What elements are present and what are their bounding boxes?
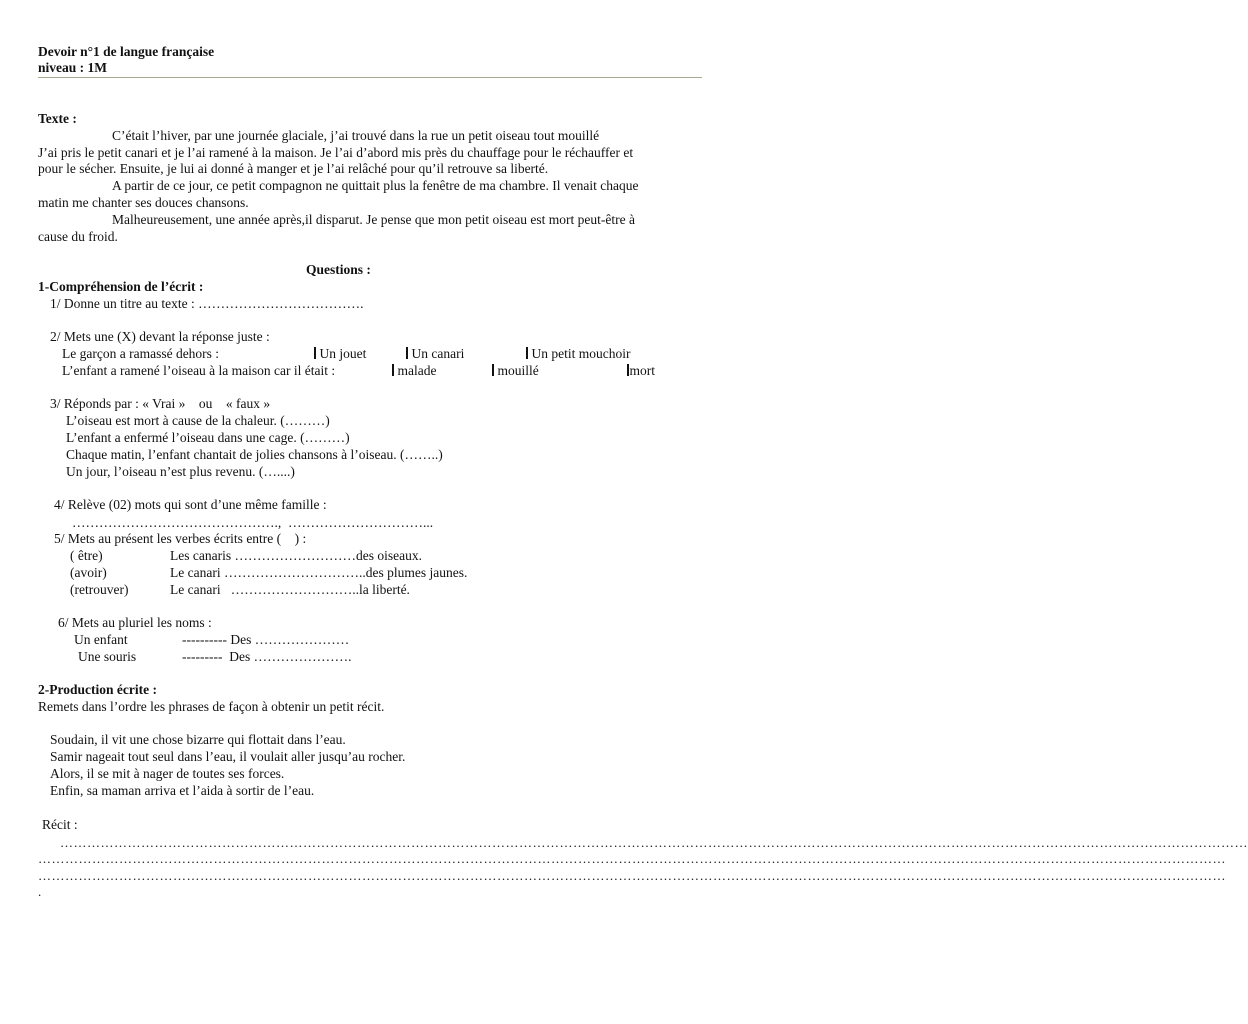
option-label: malade xyxy=(397,363,437,378)
text-line: matin me chanter ses douces chansons. xyxy=(38,195,249,210)
scrambled-sentence: Soudain, il vit une chose bizarre qui flottait dans l’eau. xyxy=(50,732,346,747)
conjugation-sentence: Le canari ………………………..la liberté. xyxy=(170,582,410,597)
scrambled-sentence: Enfin, sa maman arriva et l’aida à sortir de l’eau. xyxy=(50,783,315,798)
verb-infinitive: (avoir) xyxy=(70,565,107,580)
verb-infinitive: ( être) xyxy=(70,548,103,563)
level-label: niveau : 1M xyxy=(38,60,107,75)
answer-dotted-line: ………………………………………………………………………………………………………………………………………………………………………………………………………………………………………… xyxy=(38,851,1226,866)
question-2-prompt: 2/ Mets une (X) devant la réponse juste : xyxy=(50,329,270,344)
answer-dotted-line: ………………………………………………………………………………………………………………………………………………………………………………………………………………………………………… xyxy=(60,835,1248,850)
scrambled-sentence: Samir nageait tout seul dans l’eau, il voulait aller jusqu’au rocher. xyxy=(50,749,406,764)
singular-noun: Une souris xyxy=(78,649,137,664)
text-line: pour le sécher. Ensuite, je lui ai donné à manger et je l’ai relâché pour qu’il retrouve sa liberté. xyxy=(38,161,549,176)
true-false-item: Chaque matin, l’enfant chantait de jolies chansons à l’oiseau. (……..) xyxy=(66,447,443,462)
true-false-item: L’oiseau est mort à cause de la chaleur. (………) xyxy=(66,413,330,428)
question-2-row2-label: L’enfant a ramené l’oiseau à la maison car il était : xyxy=(62,363,336,378)
section-comprehension-heading: 1-Compréhension de l’écrit : xyxy=(38,279,204,294)
section-production-heading: 2-Production écrite : xyxy=(38,682,157,697)
option-label: mort xyxy=(629,363,655,378)
text-heading: Texte : xyxy=(38,111,77,126)
question-2-row1-label: Le garçon a ramassé dehors : xyxy=(62,346,220,361)
checkbox-bar-icon xyxy=(526,347,528,359)
option-label: mouillé xyxy=(497,363,539,378)
header-divider xyxy=(38,77,702,78)
checkbox-bar-icon xyxy=(627,364,629,376)
plural-answer: ---------- Des ………………… xyxy=(182,632,350,647)
text-line: Malheureusement, une année après,il disparut. Je pense que mon petit oiseau est mort peut-être à xyxy=(112,212,635,227)
answer-dotted-line-end: . xyxy=(38,884,42,899)
checkbox-option[interactable] xyxy=(627,363,655,379)
verb-infinitive: (retrouver) xyxy=(70,582,129,597)
checkbox-bar-icon xyxy=(392,364,394,376)
question-1: 1/ Donne un titre au texte : ………………………………. xyxy=(50,296,364,311)
checkbox-option[interactable] xyxy=(492,363,539,379)
recit-label: Récit : xyxy=(42,817,78,832)
checkbox-option[interactable] xyxy=(392,363,436,379)
option-label: Un jouet xyxy=(319,346,367,361)
text-line: cause du froid. xyxy=(38,229,118,244)
question-4-answer-line: ………………………………………., …………………………... xyxy=(72,515,434,530)
answer-dotted-line: ………………………………………………………………………………………………………………………………………………………………………………………………………………………………………… xyxy=(38,868,1226,883)
scrambled-sentence: Alors, il se mit à nager de toutes ses forces. xyxy=(50,766,285,781)
singular-noun: Un enfant xyxy=(74,632,128,647)
questions-heading: Questions : xyxy=(306,262,371,277)
true-false-item: Un jour, l’oiseau n’est plus revenu. (…....) xyxy=(66,464,295,479)
checkbox-option[interactable] xyxy=(314,346,366,362)
question-6-prompt: 6/ Mets au pluriel les noms : xyxy=(58,615,212,630)
text-line: A partir de ce jour, ce petit compagnon ne quittait plus la fenêtre de ma chambre. Il venait chaque xyxy=(112,178,639,193)
option-label: Un petit mouchoir xyxy=(531,346,631,361)
conjugation-sentence: Le canari …………………………..des plumes jaunes. xyxy=(170,565,468,580)
question-4-prompt: 4/ Relève (02) mots qui sont d’une même famille : xyxy=(54,497,327,512)
document-title: Devoir n°1 de langue française xyxy=(38,44,215,59)
text-line: C’était l’hiver, par une journée glaciale, j’ai trouvé dans la rue un petit oiseau tout mouillé xyxy=(112,128,600,143)
checkbox-bar-icon xyxy=(314,347,316,359)
option-label: Un canari xyxy=(411,346,465,361)
plural-answer: --------- Des …………………. xyxy=(182,649,352,664)
production-instruction: Remets dans l’ordre les phrases de façon à obtenir un petit récit. xyxy=(38,699,385,714)
checkbox-option[interactable] xyxy=(526,346,630,362)
question-5-prompt: 5/ Mets au présent les verbes écrits entre ( ) : xyxy=(54,531,307,546)
conjugation-sentence: Les canaris ………………………des oiseaux. xyxy=(170,548,422,563)
question-3-prompt: 3/ Réponds par : « Vrai » ou « faux » xyxy=(50,396,271,411)
checkbox-option[interactable] xyxy=(406,346,464,362)
checkbox-bar-icon xyxy=(492,364,494,376)
checkbox-bar-icon xyxy=(406,347,408,359)
text-line: J’ai pris le petit canari et je l’ai ramené à la maison. Je l’ai d’abord mis près du chauffage pour le réchauffer et xyxy=(38,145,634,160)
true-false-item: L’enfant a enfermé l’oiseau dans une cage. (………) xyxy=(66,430,350,445)
